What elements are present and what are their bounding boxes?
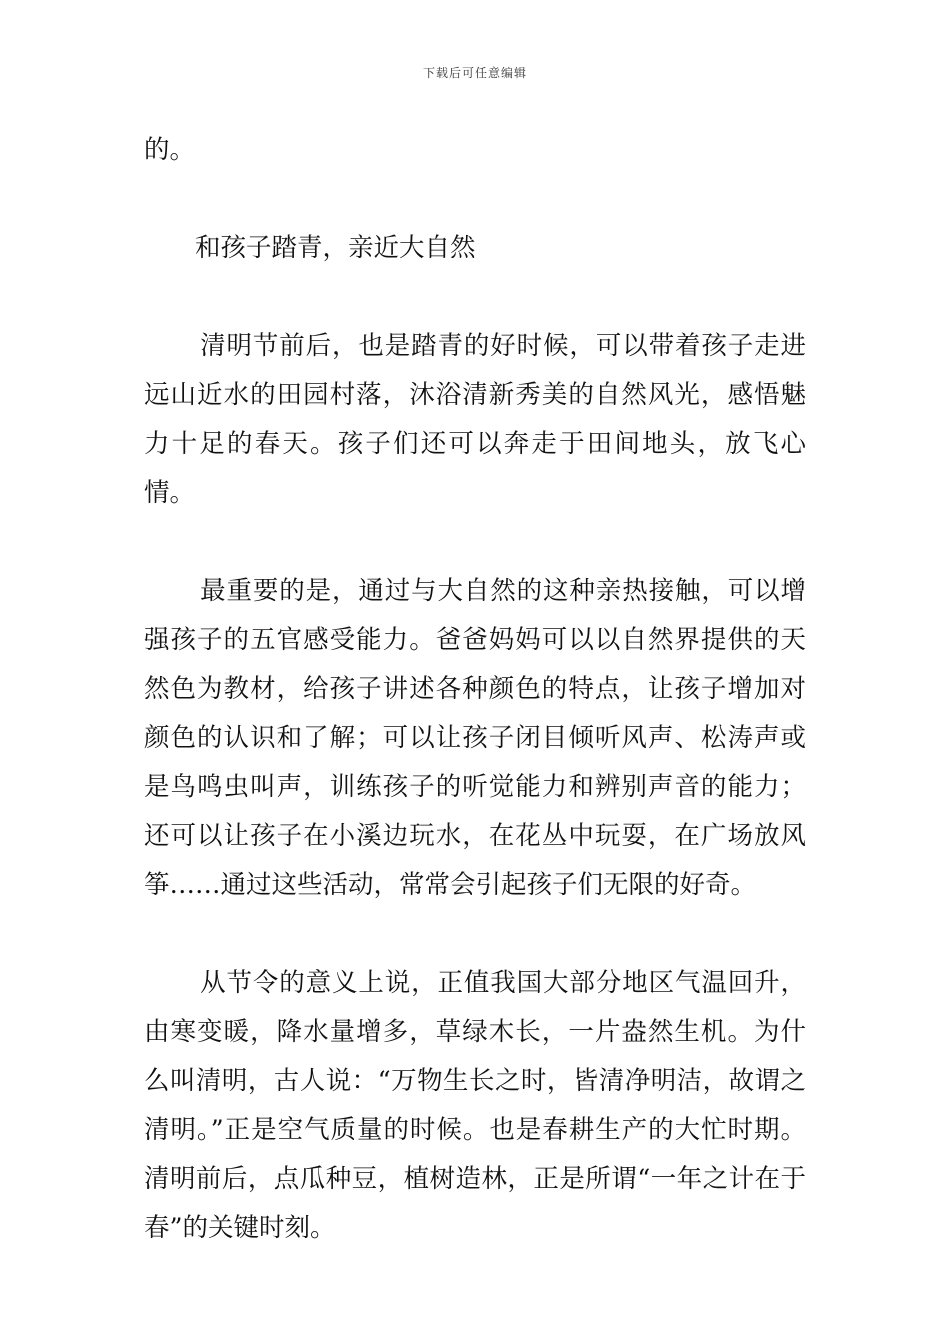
paragraph-gap bbox=[144, 175, 806, 224]
document-body bbox=[144, 126, 806, 1253]
paragraph-gap bbox=[144, 518, 806, 567]
continuation-text: 的。 bbox=[144, 135, 196, 165]
paragraph-gap bbox=[144, 273, 806, 322]
paragraph-1: 清明节前后，也是踏青的好时候，可以带着孩子走进远山近水的田园村落，沐浴清新秀美的自然风光，感悟魅力十足的春天。孩子们还可以奔走于田间地头，放飞心情。 bbox=[144, 331, 806, 508]
paragraph-gap bbox=[144, 910, 806, 959]
header-note: 下载后可任意编辑 bbox=[422, 66, 527, 80]
section-heading: 和孩子踏青，亲近大自然 bbox=[195, 233, 476, 263]
paragraph-2: 最重要的是，通过与大自然的这种亲热接触，可以增强孩子的五官感受能力。爸爸妈妈可以以自然界提供的天然色为教材，给孩子讲述各种颜色的特点，让孩子增加对颜色的认识和了解；可以让孩子闭目倾听风声、松涛声或是鸟鸣虫叫声，训练孩子的听觉能力和辨别声音的能力；还可以让孩子在小溪边玩水，在花丛中玩耍，在广场放风筝……通过这些活动，常常会引起孩子们无限的好奇。 bbox=[144, 576, 806, 900]
paragraph-3: 从节令的意义上说，正值我国大部分地区气温回升，由寒变暖，降水量增多，草绿木长，一片盎然生机。为什么叫清明，古人说：“万物生长之时，皆清净明洁，故谓之清明。”正是空气质量的时候。也是春耕生产的大忙时期。清明前后，点瓜种豆，植树造林，正是所谓“一年之计在于春”的关键时刻。 bbox=[144, 968, 806, 1243]
